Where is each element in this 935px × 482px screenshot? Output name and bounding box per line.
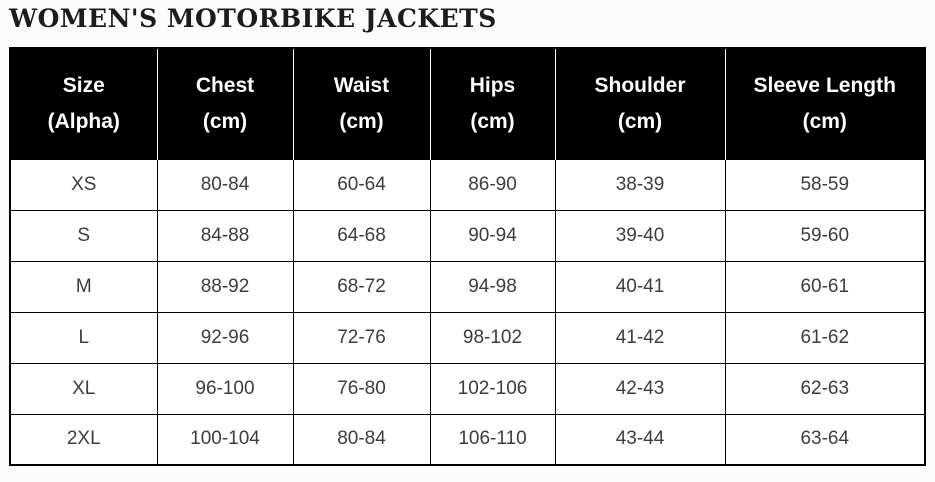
header-row bbox=[10, 48, 925, 159]
table-row-s bbox=[10, 210, 925, 261]
header-cell-hips bbox=[430, 48, 555, 159]
cell-hips: 98-102 bbox=[430, 312, 555, 363]
cell-hips: 106-110 bbox=[430, 414, 555, 465]
cell-size: XL bbox=[10, 363, 157, 414]
page-title: WOMEN'S MOTORBIKE JACKETS bbox=[9, 4, 497, 33]
header-label: Waist bbox=[333, 73, 390, 97]
cell-sleeve-length: 61-62 bbox=[725, 312, 925, 363]
table-row-xs bbox=[10, 159, 925, 210]
cell-size: XS bbox=[10, 159, 157, 210]
header-cell-sleeve-length bbox=[725, 48, 925, 159]
cell-hips: 90-94 bbox=[430, 210, 555, 261]
table-row-m bbox=[10, 261, 925, 312]
cell-sleeve-length: 60-61 bbox=[725, 261, 925, 312]
header-unit: (cm) bbox=[202, 109, 248, 133]
header-label: Size bbox=[62, 73, 105, 97]
cell-size: L bbox=[10, 312, 157, 363]
header-label: Sleeve Length bbox=[753, 73, 896, 97]
header-label: Shoulder bbox=[594, 73, 686, 97]
cell-shoulder: 41-42 bbox=[555, 312, 725, 363]
header-cell-chest bbox=[157, 48, 293, 159]
header-cell-shoulder bbox=[555, 48, 725, 159]
cell-size: S bbox=[10, 210, 157, 261]
cell-hips: 94-98 bbox=[430, 261, 555, 312]
header-unit: (cm) bbox=[470, 109, 515, 133]
header-unit: (cm) bbox=[802, 109, 847, 133]
header-label: Chest bbox=[195, 73, 255, 97]
cell-shoulder: 40-41 bbox=[555, 261, 725, 312]
cell-shoulder: 43-44 bbox=[555, 414, 725, 465]
cell-waist: 76-80 bbox=[293, 363, 430, 414]
cell-sleeve-length: 58-59 bbox=[725, 159, 925, 210]
cell-hips: 102-106 bbox=[430, 363, 555, 414]
table-row-xl bbox=[10, 363, 925, 414]
header-unit: (cm) bbox=[339, 109, 384, 133]
cell-waist: 60-64 bbox=[293, 159, 430, 210]
table-row-2xl bbox=[10, 414, 925, 465]
cell-sleeve-length: 63-64 bbox=[725, 414, 925, 465]
cell-chest: 92-96 bbox=[157, 312, 293, 363]
header-cell-waist bbox=[293, 48, 430, 159]
cell-waist: 72-76 bbox=[293, 312, 430, 363]
cell-size: 2XL bbox=[10, 414, 157, 465]
cell-chest: 100-104 bbox=[157, 414, 293, 465]
cell-chest: 96-100 bbox=[157, 363, 293, 414]
cell-sleeve-length: 62-63 bbox=[725, 363, 925, 414]
size-chart-table bbox=[9, 47, 926, 466]
table-header bbox=[10, 48, 925, 159]
cell-chest: 84-88 bbox=[157, 210, 293, 261]
table-row-l bbox=[10, 312, 925, 363]
header-unit: (Alpha) bbox=[47, 109, 120, 133]
cell-waist: 64-68 bbox=[293, 210, 430, 261]
cell-shoulder: 42-43 bbox=[555, 363, 725, 414]
cell-shoulder: 38-39 bbox=[555, 159, 725, 210]
cell-waist: 80-84 bbox=[293, 414, 430, 465]
cell-size: M bbox=[10, 261, 157, 312]
cell-chest: 88-92 bbox=[157, 261, 293, 312]
cell-shoulder: 39-40 bbox=[555, 210, 725, 261]
table-body bbox=[10, 159, 925, 465]
cell-hips: 86-90 bbox=[430, 159, 555, 210]
cell-sleeve-length: 59-60 bbox=[725, 210, 925, 261]
cell-chest: 80-84 bbox=[157, 159, 293, 210]
header-label: Hips bbox=[469, 73, 516, 97]
header-cell-size bbox=[10, 48, 157, 159]
header-unit: (cm) bbox=[617, 109, 663, 133]
cell-waist: 68-72 bbox=[293, 261, 430, 312]
